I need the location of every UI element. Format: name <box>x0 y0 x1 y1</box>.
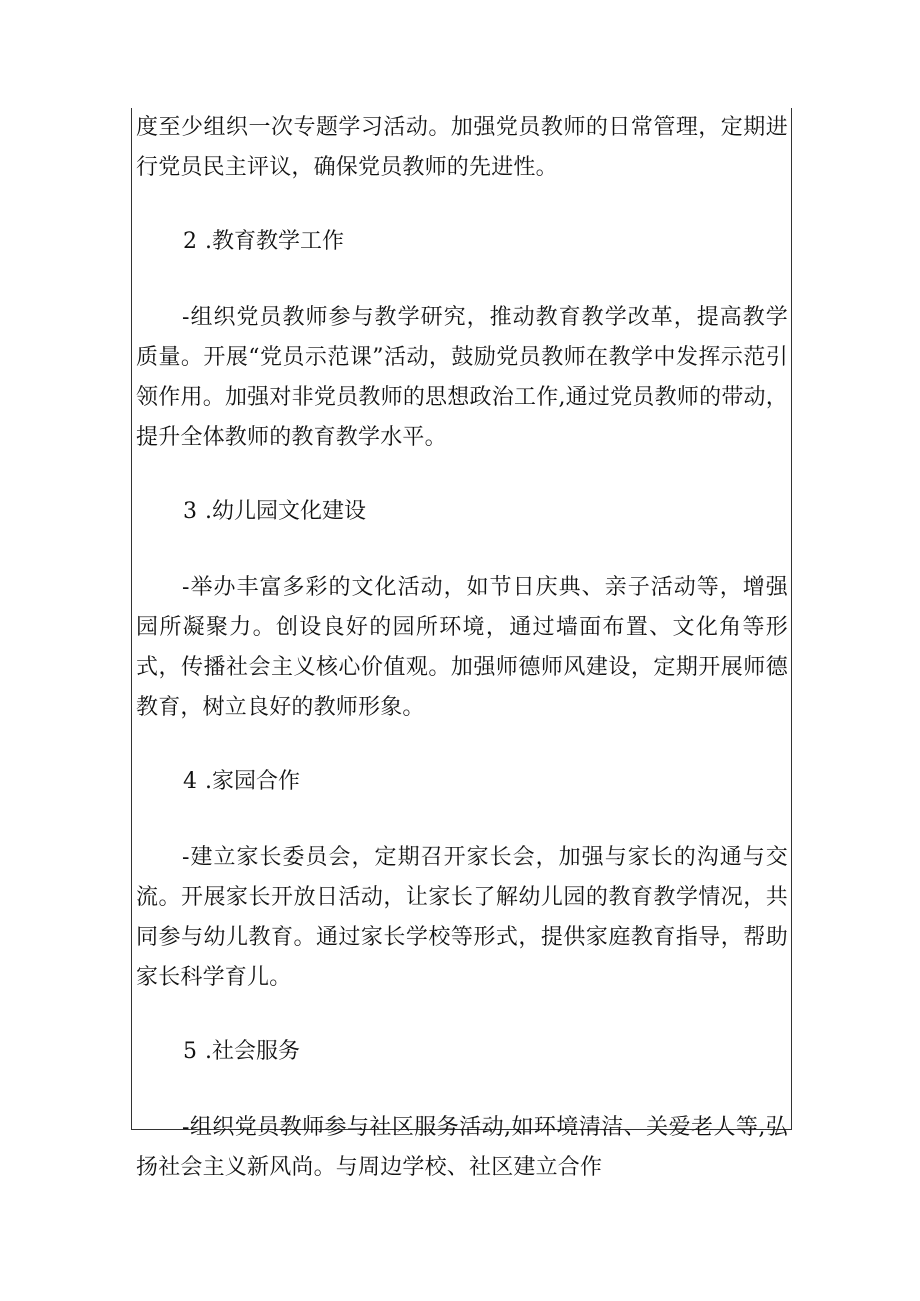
section-title: .社会服务 <box>205 1039 300 1064</box>
section-body-social-service: -组织党员教师参与社区服务活动,如环境清洁、关爱老人等,弘扬社会主义新风尚。与周边学校、社区建立合作 <box>136 1115 788 1180</box>
section-number: 4 <box>183 769 197 794</box>
section-body-home-school: -建立家长委员会，定期召开家长会，加强与家长的沟通与交流。开展家长开放日活动，让家长了解幼儿园的教育教学情况，共同参与幼儿教育。通过家长学校等形式，提供家庭教育指导，帮助家长科学育儿。 <box>136 845 788 990</box>
section-title: .幼儿园文化建设 <box>205 499 366 524</box>
section-heading-social-service <box>136 1032 788 1072</box>
section-number: 3 <box>183 499 197 524</box>
section-title: .教育教学工作 <box>205 229 344 254</box>
section-number: 5 <box>183 1039 197 1064</box>
section-body-education: -组织党员教师参与教学研究，推动教育教学改革，提高教学质量。开展“党员示范课”活动，鼓励党员教师在教学中发挥示范引领作用。加强对非党员教师的思想政治工作,通过党员教师的带动，提升全体教师的教育教学水平。 <box>136 305 788 450</box>
document-body <box>136 108 788 1188</box>
section-number: 2 <box>183 229 197 254</box>
intro-paragraph: 度至少组织一次专题学习活动。加强党员教师的日常管理，定期进行党员民主评议，确保党员教师的先进性。 <box>136 115 788 180</box>
section-heading-home-school <box>136 762 788 802</box>
section-title: .家园合作 <box>205 769 300 794</box>
section-heading-education <box>136 222 788 262</box>
section-heading-culture <box>136 492 788 532</box>
section-body-culture: -举办丰富多彩的文化活动，如节日庆典、亲子活动等，增强园所凝聚力。创设良好的园所环境，通过墙面布置、文化角等形式，传播社会主义核心价值观。加强师德师风建设，定期开展师德教育，树立良好的教师形象。 <box>136 575 788 720</box>
